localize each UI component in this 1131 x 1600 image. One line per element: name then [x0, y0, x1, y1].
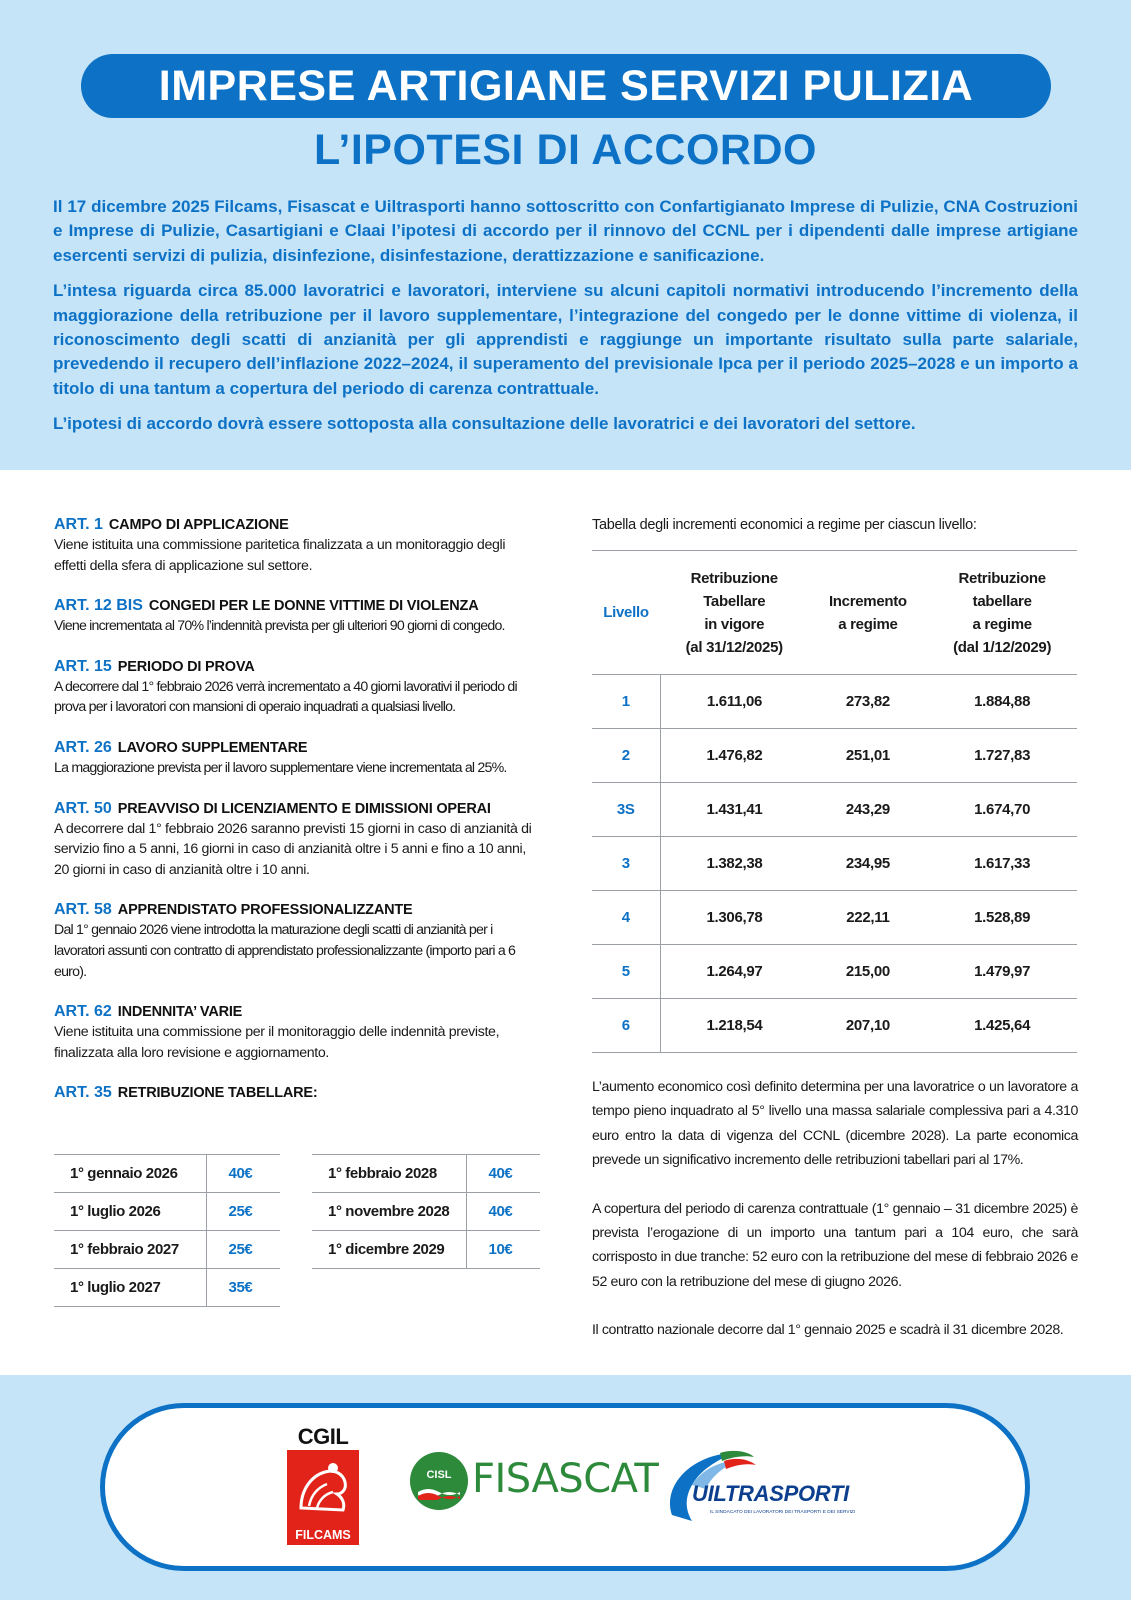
article-title: APPRENDISTATO PROFESSIONALIZZANTE — [117, 902, 413, 919]
increment-date: 1° dicembre 2029 — [312, 1231, 466, 1269]
article-heading — [54, 657, 540, 677]
current-pay-cell: 1.264,97 — [660, 945, 808, 999]
increment-amount: 25€ — [206, 1231, 280, 1269]
cgil-wordmark: CGIL — [297, 1424, 349, 1449]
article-number: ART. 62 — [54, 1003, 112, 1021]
increment-date: 1° luglio 2027 — [54, 1269, 206, 1307]
filcams-red-box — [287, 1450, 359, 1545]
article-12-bis — [54, 596, 540, 637]
title-banner — [81, 54, 1051, 118]
article-title: INDENNITA’ VARIE — [117, 1004, 243, 1021]
current-pay-cell: 1.218,54 — [660, 999, 808, 1053]
increment-date: 1° luglio 2026 — [54, 1193, 206, 1231]
increment-date: 1° gennaio 2026 — [54, 1155, 206, 1193]
page-subtitle: L’IPOTESI DI ACCORDO — [314, 126, 817, 174]
new-pay-cell: 1.727,83 — [927, 729, 1077, 783]
article-text: A decorrere dal 1° febbraio 2026 saranno previsti 15 giorni in caso di anzianità di servizio fino a 5 anni, 16 giorni in caso di anzianità oltre i 5 anni e fino a 10 anni, 20 giorni in caso di anzianità oltre i 10 anni. — [54, 820, 532, 878]
table-row — [592, 837, 1077, 891]
article-text: La maggiorazione prevista per il lavoro supplementare viene incrementata al 25%. — [54, 759, 507, 776]
article-number: ART. 26 — [54, 738, 112, 756]
increment-amount: 40€ — [466, 1155, 540, 1193]
new-pay-cell: 1.528,89 — [927, 891, 1077, 945]
increment-date: 1° novembre 2028 — [312, 1193, 466, 1231]
current-pay-cell: 1.382,38 — [660, 837, 808, 891]
article-text: Viene istituita una commissione per il monitoraggio delle indennità previste, finalizzata alla loro revisione e aggiornamento. — [54, 1024, 500, 1061]
cgil-filcams-logo — [285, 1424, 361, 1546]
uiltrasporti-wordmark: UILTRASPORTI — [692, 1481, 849, 1506]
article-15 — [54, 657, 540, 718]
uiltrasporti-tagline: IL SINDACATO DEI LAVORATORI DEI TRASPORTI E DEI SERVIZI — [710, 1510, 856, 1515]
page-title: IMPRESE ARTIGIANE SERVIZI PULIZIA — [158, 61, 974, 110]
table-caption: Tabella degli incrementi economici a regime per ciascun livello: — [592, 517, 977, 533]
increment-cell: 273,82 — [808, 675, 927, 729]
article-1 — [54, 515, 540, 576]
increment-cell: 251,01 — [808, 729, 927, 783]
increment-amount: 40€ — [466, 1193, 540, 1231]
increment-cell: 207,10 — [808, 999, 927, 1053]
table-row — [592, 999, 1077, 1053]
table-caption-block — [592, 515, 1078, 535]
current-pay-cell: 1.306,78 — [660, 891, 808, 945]
retribuzione-table-right — [312, 1154, 540, 1269]
article-title: PREAVVISO DI LICENZIAMENTO E DIMISSIONI OPERAI — [117, 800, 491, 817]
article-number: ART. 50 — [54, 799, 112, 817]
level-cell: 2 — [592, 729, 660, 783]
article-title: CAMPO DI APPLICAZIONE — [108, 517, 289, 533]
fisascat-wordmark: FISASCAT — [472, 1456, 659, 1502]
table-row — [312, 1231, 540, 1269]
increment-cell: 234,95 — [808, 837, 927, 891]
column-header-incremento: Incremento a regime — [808, 551, 927, 675]
increment-date: 1° febbraio 2028 — [312, 1155, 466, 1193]
intro-paragraph: Il 17 dicembre 2025 Filcams, Fisascat e Uiltrasporti hanno sottoscritto con Confartigianato Imprese di Pulizie, CNA Costruzioni e Imprese di Pulizie, Casartigiani e Claai l’ipotesi di accordo per il rinnovo del CCNL per i dipendenti dalle imprese artigiane esercenti servizi di pulizia, disinfezione, disinfestazione, derattizzazione e sanificazione. — [53, 197, 1078, 265]
level-cell: 3S — [592, 783, 660, 837]
article-title: RETRIBUZIONE TABELLARE: — [117, 1085, 318, 1102]
current-pay-cell: 1.476,82 — [660, 729, 808, 783]
retribuzione-table-left — [54, 1154, 280, 1307]
article-title: CONGEDI PER LE DONNE VITTIME DI VIOLENZA — [148, 598, 479, 615]
level-cell: 1 — [592, 675, 660, 729]
table-row — [54, 1269, 280, 1307]
article-heading — [54, 515, 540, 535]
intro-paragraph: L’ipotesi di accordo dovrà essere sottoposta alla consultazione delle lavoratrici e dei lavoratori del settore. — [53, 414, 916, 434]
increment-amount: 35€ — [206, 1269, 280, 1307]
level-cell: 5 — [592, 945, 660, 999]
levels-table — [592, 550, 1077, 1053]
article-heading — [54, 799, 540, 819]
increment-cell: 222,11 — [808, 891, 927, 945]
table-row — [54, 1155, 280, 1193]
increment-cell: 243,29 — [808, 783, 927, 837]
table-row — [592, 945, 1077, 999]
article-text: Viene istituita una commissione paritetica finalizzata a un monitoraggio degli effetti della sfera di applicazione sul settore. — [54, 537, 506, 574]
article-text: Dal 1° gennaio 2026 viene introdotta la maturazione degli scatti di anzianità per i lavoratori assunti con contratto di apprendistato professionalizzante (importo pari a 6 euro). — [54, 922, 516, 980]
table-row — [592, 783, 1077, 837]
article-number: ART. 1 — [54, 516, 103, 533]
note-paragraph: A copertura del periodo di carenza contrattuale (1° gennaio – 31 dicembre 2025) è prevista l’erogazione di un importo una tantum pari a 104 euro, che sarà corrisposto in due tranche: 52 euro con la retribuzione del mese di febbraio 2026 e 52 euro con la retribuzione del mese di giugno 2026. — [592, 1200, 1078, 1290]
article-62 — [54, 1002, 540, 1063]
table-row — [312, 1155, 540, 1193]
note-paragraph: L’aumento economico così definito determina per una lavoratrice o un lavoratore a tempo pieno inquadrato al 5° livello una massa salariale complessiva pari a 4.310 euro entro la data di vigenza del CCNL (dicembre 2028). La parte economica prevede un significativo incremento delle retribuzioni tabellari pari al 17%. — [592, 1079, 1078, 1169]
increment-amount: 25€ — [206, 1193, 280, 1231]
table-row — [54, 1231, 280, 1269]
filcams-wordmark: FILCAMS — [295, 1528, 351, 1542]
articles-column — [54, 515, 540, 1123]
article-heading — [54, 1002, 540, 1022]
article-58 — [54, 900, 540, 982]
table-row — [592, 729, 1077, 783]
new-pay-cell: 1.674,70 — [927, 783, 1077, 837]
new-pay-cell: 1.884,88 — [927, 675, 1077, 729]
cisl-fisascat-logo — [410, 1450, 659, 1530]
article-heading — [54, 900, 540, 920]
article-number: ART. 35 — [54, 1084, 112, 1102]
level-cell: 4 — [592, 891, 660, 945]
article-heading — [54, 1083, 540, 1103]
table-row — [54, 1193, 280, 1231]
increment-date: 1° febbraio 2027 — [54, 1231, 206, 1269]
table-row — [312, 1193, 540, 1231]
retribuzione-tables — [54, 1154, 540, 1314]
new-pay-cell: 1.617,33 — [927, 837, 1077, 891]
new-pay-cell: 1.479,97 — [927, 945, 1077, 999]
article-number: ART. 15 — [54, 657, 112, 675]
cisl-wordmark: CISL — [426, 1469, 452, 1481]
italian-flag-wave-icon — [418, 1486, 460, 1500]
column-header-livello: Livello — [592, 551, 660, 675]
intro-paragraph: L’intesa riguarda circa 85.000 lavoratrici e lavoratori, interviene su alcuni capitoli normativi introducendo l’incremento della maggiorazione della retribuzione per il lavoro supplementare, l’integrazione del congedo per le donne vittime di violenza, il riconoscimento degli scatti di anzianità per gli apprendisti e raggiunge un importante risultato sulla parte salariale, prevedendo il recupero dell’inflazione 2022–2024, il superamento del previsionale Ipca per il periodo 2025–2028 e un importo a titolo di una tantum a copertura del periodo di carenza contrattuale. — [53, 281, 1078, 398]
economic-notes — [592, 1075, 1078, 1367]
increment-cell: 215,00 — [808, 945, 927, 999]
article-number: ART. 12 BIS — [54, 597, 143, 615]
table-row — [592, 675, 1077, 729]
table-header-row — [592, 551, 1077, 675]
new-pay-cell: 1.425,64 — [927, 999, 1077, 1053]
note-paragraph: Il contratto nazionale decorre dal 1° gennaio 2025 e scadrà il 31 dicembre 2028. — [592, 1322, 1064, 1339]
article-50 — [54, 799, 540, 881]
filcams-figure-icon — [287, 1450, 359, 1522]
article-heading — [54, 738, 540, 758]
increment-amount: 10€ — [466, 1231, 540, 1269]
article-heading — [54, 596, 540, 616]
article-26 — [54, 738, 540, 779]
current-pay-cell: 1.431,41 — [660, 783, 808, 837]
column-header-retribuzione-a-regime: Retribuzione tabellare a regime (dal 1/12/2029) — [927, 551, 1077, 675]
article-text: A decorrere dal 1° febbraio 2026 verrà incrementato a 40 giorni lavorativi il periodo di prova per i lavoratori con mansioni di operaio inquadrati a qualsiasi livello. — [54, 678, 517, 716]
increment-amount: 40€ — [206, 1155, 280, 1193]
article-number: ART. 58 — [54, 901, 112, 919]
table-row — [592, 891, 1077, 945]
cisl-circle-icon — [410, 1452, 468, 1510]
level-cell: 3 — [592, 837, 660, 891]
current-pay-cell: 1.611,06 — [660, 675, 808, 729]
column-header-retribuzione-in-vigore: Retribuzione Tabellare in vigore (al 31/12/2025) — [660, 551, 808, 675]
article-35 — [54, 1083, 540, 1103]
uiltrasporti-logo — [662, 1445, 872, 1535]
article-title: LAVORO SUPPLEMENTARE — [117, 739, 308, 756]
article-text: Viene incrementata al 70% l’indennità prevista per gli ulteriori 90 giorni di congedo. — [54, 618, 505, 635]
intro-text — [53, 195, 1078, 448]
level-cell: 6 — [592, 999, 660, 1053]
article-title: PERIODO DI PROVA — [117, 658, 255, 675]
